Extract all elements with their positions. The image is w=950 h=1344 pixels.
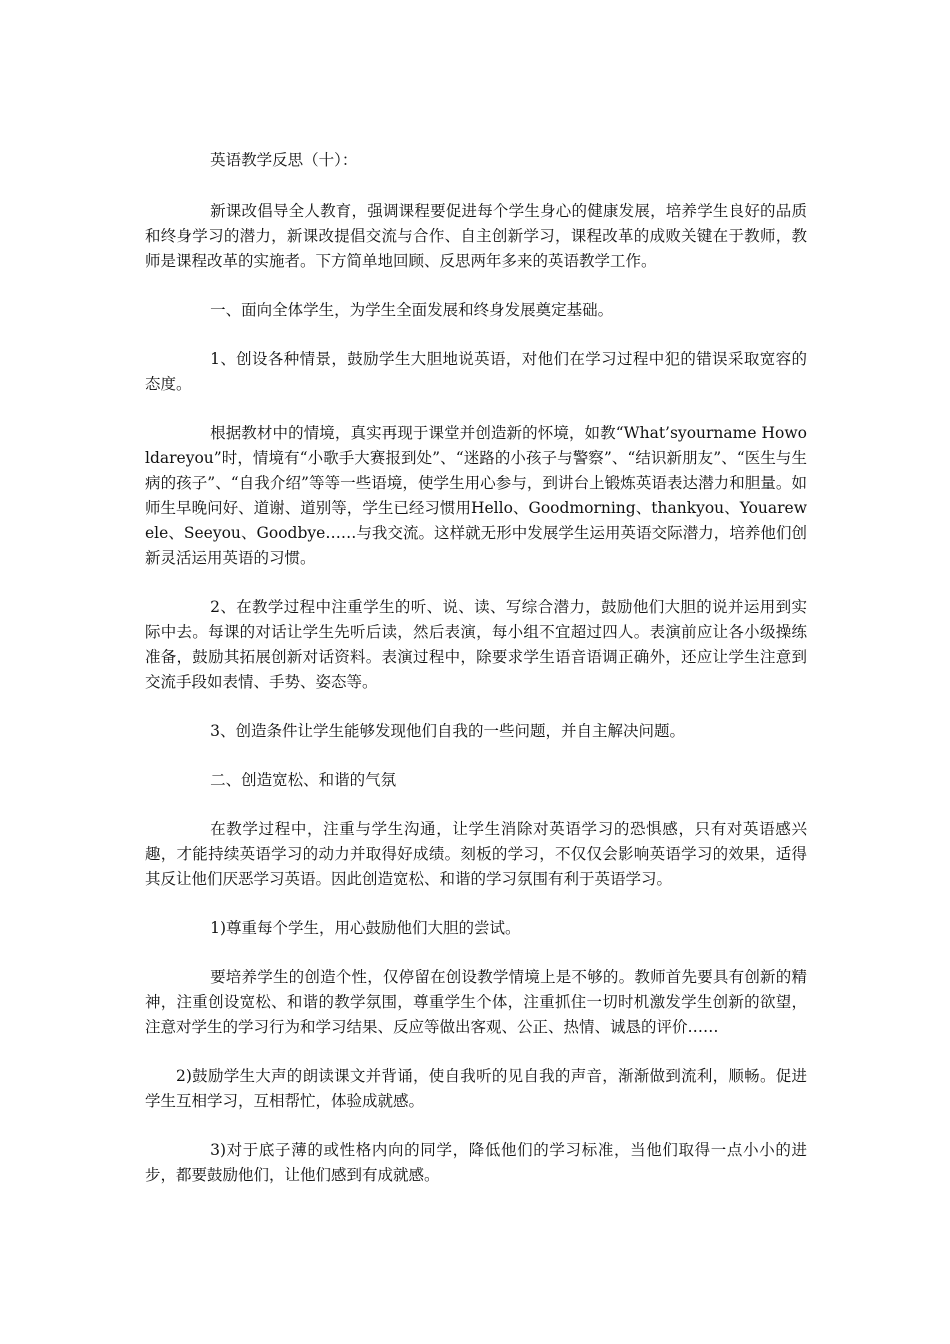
document-title: 英语教学反思（十）：: [210, 151, 358, 169]
paragraph-item-3: 3)对于底子薄的或性格内向的同学，降低他们的学习标准，当他们取得一点小小的进步，都要鼓励他们，让他们感到有成就感。: [145, 1141, 807, 1184]
paragraph-intro: 新课改倡导全人教育，强调课程要促进每个学生身心的健康发展，培养学生良好的品质和终身学习的潜力，新课改提倡交流与合作、自主创新学习，课程改革的成败关键在于教师，教师是课程改革的实施者。下方简单地回顾、反思两年多来的英语教学工作。: [145, 202, 807, 270]
paragraph-point-3: 3、创造条件让学生能够发现他们自我的一些问题，并自主解决问题。: [210, 722, 685, 740]
paragraph-item-1: 1)尊重每个学生，用心鼓励他们大胆的尝试。: [210, 919, 521, 937]
paragraph-context: 根据教材中的情境，真实再现于课堂并创造新的怀境，如教“What’syourname Howoldareyou”时，情境有“小歌手大赛报到处”、“迷路的小孩子与警察”、“结识新朋友”、“医生与生病的孩子”、“自我介绍”等等一些语境，使学生用心参与，到讲台上锻炼英语表达潜力和胆量。如师生早晚问好、道谢、道别等，学生已经习惯用Hello、Goodmorning、thankyou、Youarewele、Seeyou、Goodbye……与我交流。这样就无形中发展学生运用英语交际潜力，培养他们创新灵活运用英语的习惯。: [145, 424, 807, 567]
section-heading-1: 一、面向全体学生，为学生全面发展和终身发展奠定基础。: [210, 301, 614, 319]
section-heading-2: 二、创造宽松、和谐的气氛: [210, 771, 397, 789]
paragraph-atmosphere: 在教学过程中，注重与学生沟通，让学生消除对英语学习的恐惧感，只有对英语感兴趣，才能持续英语学习的动力并取得好成绩。刻板的学习，不仅仅会影响英语学习的效果，适得其反让他们厌恶学习英语。因此创造宽松、和谐的学习氛围有利于英语学习。: [145, 820, 807, 888]
paragraph-item-2: 2)鼓励学生大声的朗读课文并背诵，使自我听的见自我的声音，渐渐做到流利，顺畅。促进学生互相学习，互相帮忙，体验成就感。: [145, 1067, 807, 1110]
document-body: [145, 148, 807, 1212]
paragraph-point-2: 2、在教学过程中注重学生的听、说、读、写综合潜力，鼓励他们大胆的说并运用到实际中去。每课的对话让学生先听后读，然后表演，每小组不宜超过四人。表演前应让各小级操练准备，鼓励其拓展创新对话资料。表演过程中，除要求学生语音语调正确外，还应让学生注意到交流手段如表情、手势、姿态等。: [145, 598, 807, 691]
paragraph-creativity: 要培养学生的创造个性，仅停留在创设教学情境上是不够的。教师首先要具有创新的精神，注重创设宽松、和谐的教学氛围，尊重学生个体，注重抓住一切时机激发学生创新的欲望，注意对学生的学习行为和学习结果、反应等做出客观、公正、热情、诚恳的评价……: [145, 968, 807, 1036]
paragraph-point-1: 1、创设各种情景，鼓励学生大胆地说英语，对他们在学习过程中犯的错误采取宽容的态度。: [145, 350, 807, 393]
